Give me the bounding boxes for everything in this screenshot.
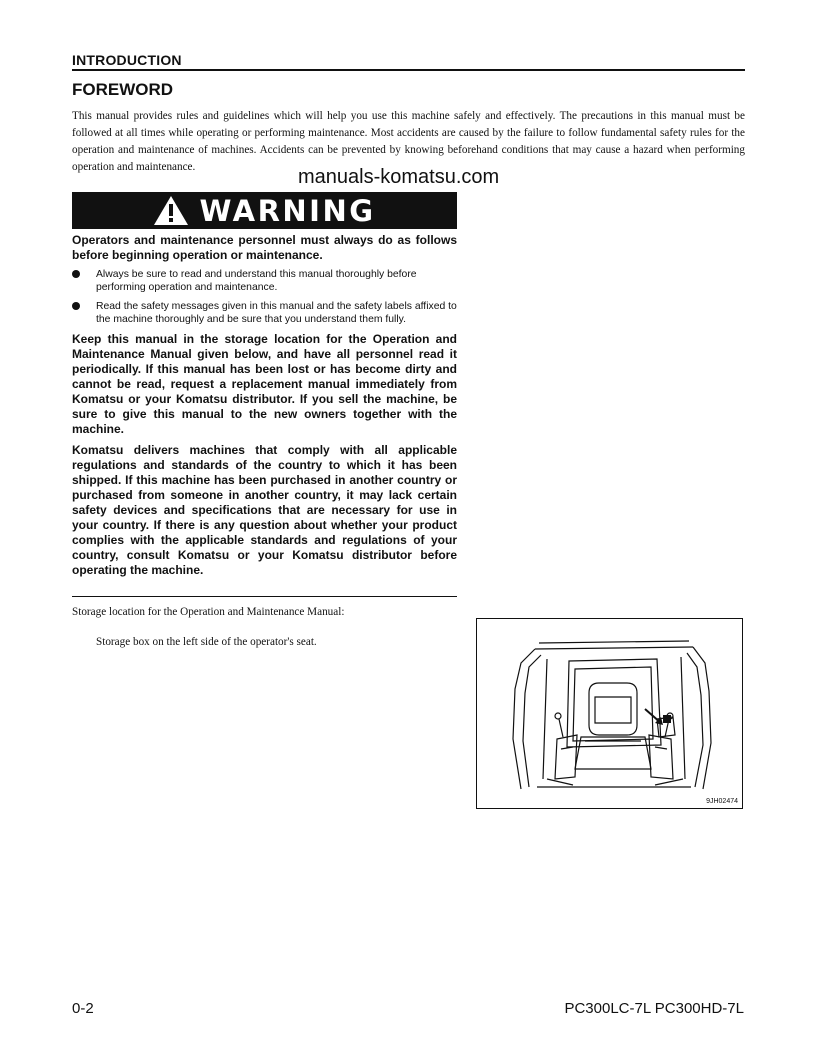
operator-cab-figure xyxy=(476,618,743,809)
watermark-link[interactable]: manuals-komatsu.com xyxy=(298,166,500,188)
list-item xyxy=(72,300,457,326)
storage-location-value: Storage box on the left side of the operator's seat. xyxy=(96,636,317,648)
page-number: 0-2 xyxy=(72,1000,94,1017)
warning-triangle-icon xyxy=(153,195,189,226)
warning-banner xyxy=(72,192,457,229)
section-header: INTRODUCTION xyxy=(72,52,745,71)
warning-label: WARNING xyxy=(199,193,376,228)
storage-location-label: Storage location for the Operation and Maintenance Manual: xyxy=(72,606,345,618)
operator-cab-illustration-icon xyxy=(477,619,742,808)
figure-code: 9JH02474 xyxy=(706,798,738,805)
list-item xyxy=(72,268,457,294)
warning-bullet-list xyxy=(72,268,457,326)
bullet-icon xyxy=(72,302,80,310)
model-number: PC300LC-7L PC300HD-7L xyxy=(564,1000,744,1017)
warning-paragraph-storage: Keep this manual in the storage location for the Operation and Maintenance Manual given below, and have all personnel read it periodically. If this manual has been lost or has become dirty and cannot be read, request a replacement manual immediately from Komatsu or your Komatsu distributor. If you sell the machine, be sure to give this manual to the new owners together with the machine. xyxy=(72,332,457,436)
warning-paragraph-compliance: Komatsu delivers machines that comply with all applicable regulations and standards of the country to which it has been shipped. If this machine has been purchased in another country or purchased from someone in another country, it may lack certain safety devices and specifications that are necessary for use in your country. If there is any question about whether your product complies with the applicable standards and regulations of your country, consult Komatsu or your Komatsu distributor before operating the machine. xyxy=(72,443,457,577)
warning-body xyxy=(72,233,457,584)
warning-lead: Operators and maintenance personnel must always do as follows before beginning operation or maintenance. xyxy=(72,233,457,262)
bullet-icon xyxy=(72,270,80,278)
bullet-text: Always be sure to read and understand this manual thoroughly before performing operation and maintenance. xyxy=(96,269,417,293)
page-title: FOREWORD xyxy=(72,80,174,99)
bullet-text: Read the safety messages given in this manual and the safety labels affixed to the machine thoroughly and be sure that you understand them fully. xyxy=(96,301,457,325)
intro-paragraph: This manual provides rules and guidelines which will help you use this machine safely and effectively. The precautions in this manual must be followed at all times while operating or performing maintenance. Most accidents are caused by the failure to follow fundamental safety rules for the operation and maintenance of machines. Accidents can be prevented by knowing beforehand conditions that may cause a hazard when performing operation and maintenance. xyxy=(72,110,745,173)
divider xyxy=(72,596,457,597)
